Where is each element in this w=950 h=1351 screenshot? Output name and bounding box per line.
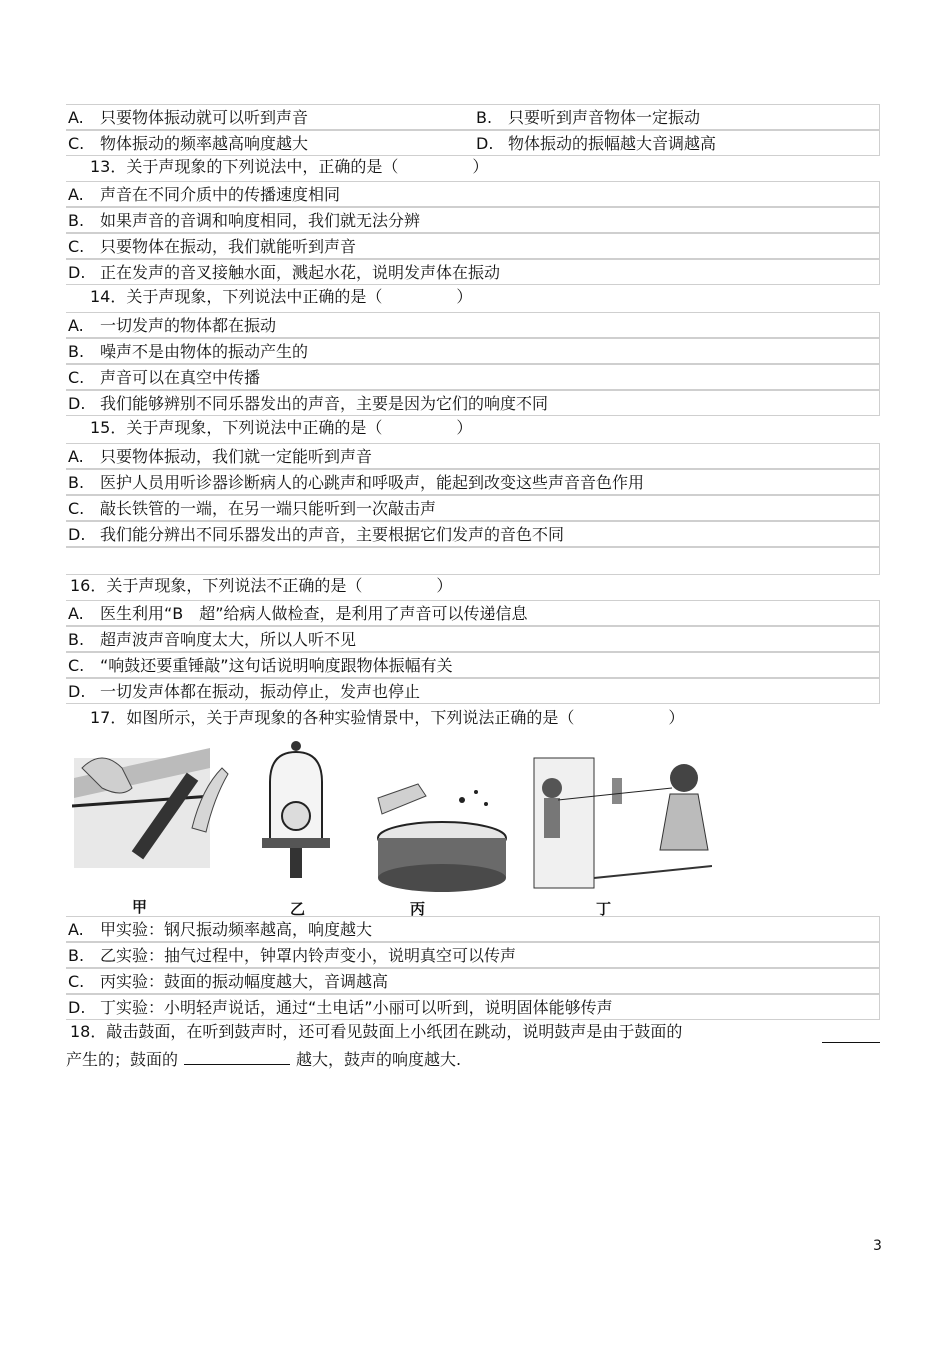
q13-option-a[interactable]: A. 声音在不同介质中的传播速度相同 [66,181,880,207]
q15-option-c[interactable]: C. 敲长铁管的一端，在另一端只能听到一次敲击声 [66,495,880,521]
q14-option-d[interactable]: D. 我们能够辨别不同乐器发出的声音，主要是因为它们的响度不同 [66,390,880,416]
q16-option-c[interactable]: C. “响鼓还要重锤敲”这句话说明响度跟物体振幅有关 [66,652,880,678]
q16-option-a[interactable]: A. 医生利用“B 超”给病人做检查，是利用了声音可以传递信息 [66,600,880,626]
q16-option-b[interactable]: B. 超声波声音响度太大，所以人听不见 [66,626,880,652]
q17-option-d[interactable]: D. 丁实验：小明轻声说话，通过“土电话”小丽可以听到，说明固体能够传声 [66,994,880,1020]
q15-option-b[interactable]: B. 医护人员用听诊器诊断病人的心跳声和呼吸声，能起到改变这些声音音色作用 [66,469,880,495]
caption-yi: 乙 [290,900,306,918]
experiment-figure [72,738,712,918]
q15-option-a[interactable]: A. 只要物体振动，我们就一定能听到声音 [66,443,880,469]
q15-stem: 15．关于声现象，下列说法中正确的是（ ） [90,418,473,437]
page-number: 3 [873,1238,882,1254]
q18-blank-2[interactable] [184,1046,290,1065]
caption-ding: 丁 [596,900,612,918]
experiment-illustrations [72,738,712,918]
q13-option-c[interactable]: C. 只要物体在振动，我们就能听到声音 [66,233,880,259]
q18-line2: 产生的；鼓面的 越大，鼓声的响度越大. [66,1046,461,1072]
q16-option-d[interactable]: D. 一切发声体都在振动，振动停止，发声也停止 [66,678,880,704]
q18-blank-1[interactable] [822,1024,880,1043]
q17-stem: 17．如图所示，关于声现象的各种实验情景中，下列说法正确的是（ ） [90,708,685,727]
q15-option-d[interactable]: D. 我们能分辨出不同乐器发出的声音，主要根据它们发声的音色不同 [66,521,880,547]
q12-option-c[interactable]: C. 物体振动的频率越高响度越大 [68,134,309,153]
q14-option-a[interactable]: A. 一切发声的物体都在振动 [66,312,880,338]
q17-option-c[interactable]: C. 丙实验：鼓面的振动幅度越大，音调越高 [66,968,880,994]
q17-option-b[interactable]: B. 乙实验：抽气过程中，钟罩内铃声变小，说明真空可以传声 [66,942,880,968]
q12-row-ab [66,104,880,130]
drum-illustration [378,784,506,892]
caption-bing: 丙 [410,900,426,918]
q12-option-b[interactable]: B. 只要听到声音物体一定振动 [476,108,701,127]
q14-option-b[interactable]: B. 噪声不是由物体的振动产生的 [66,338,880,364]
q14-option-c[interactable]: C. 声音可以在真空中传播 [66,364,880,390]
string-telephone-illustration [534,758,712,888]
q17-option-a[interactable]: A. 甲实验：钢尺振动频率越高，响度越大 [66,916,880,942]
q16-stem: 16．关于声现象，下列说法不正确的是（ ） [70,576,453,595]
empty-row [66,547,880,575]
q13-option-d[interactable]: D. 正在发声的音叉接触水面，溅起水花，说明发声体在振动 [66,259,880,285]
q13-stem: 13．关于声现象的下列说法中，正确的是（ ） [90,157,489,176]
steel-ruler-illustration [72,748,228,868]
caption-jia: 甲 [132,898,148,916]
q12-row-cd [66,130,880,156]
q12-option-a[interactable]: A. 只要物体振动就可以听到声音 [68,108,309,127]
q12-option-d[interactable]: D. 物体振动的振幅越大音调越高 [476,134,717,153]
bell-jar-illustration [262,741,330,878]
q13-option-b[interactable]: B. 如果声音的音调和响度相同，我们就无法分辨 [66,207,880,233]
q18-line1: 18．敲击鼓面，在听到鼓声时，还可看见鼓面上小纸团在跳动，说明鼓声是由于鼓面的 [70,1022,683,1041]
q14-stem: 14．关于声现象，下列说法中正确的是（ ） [90,287,473,306]
